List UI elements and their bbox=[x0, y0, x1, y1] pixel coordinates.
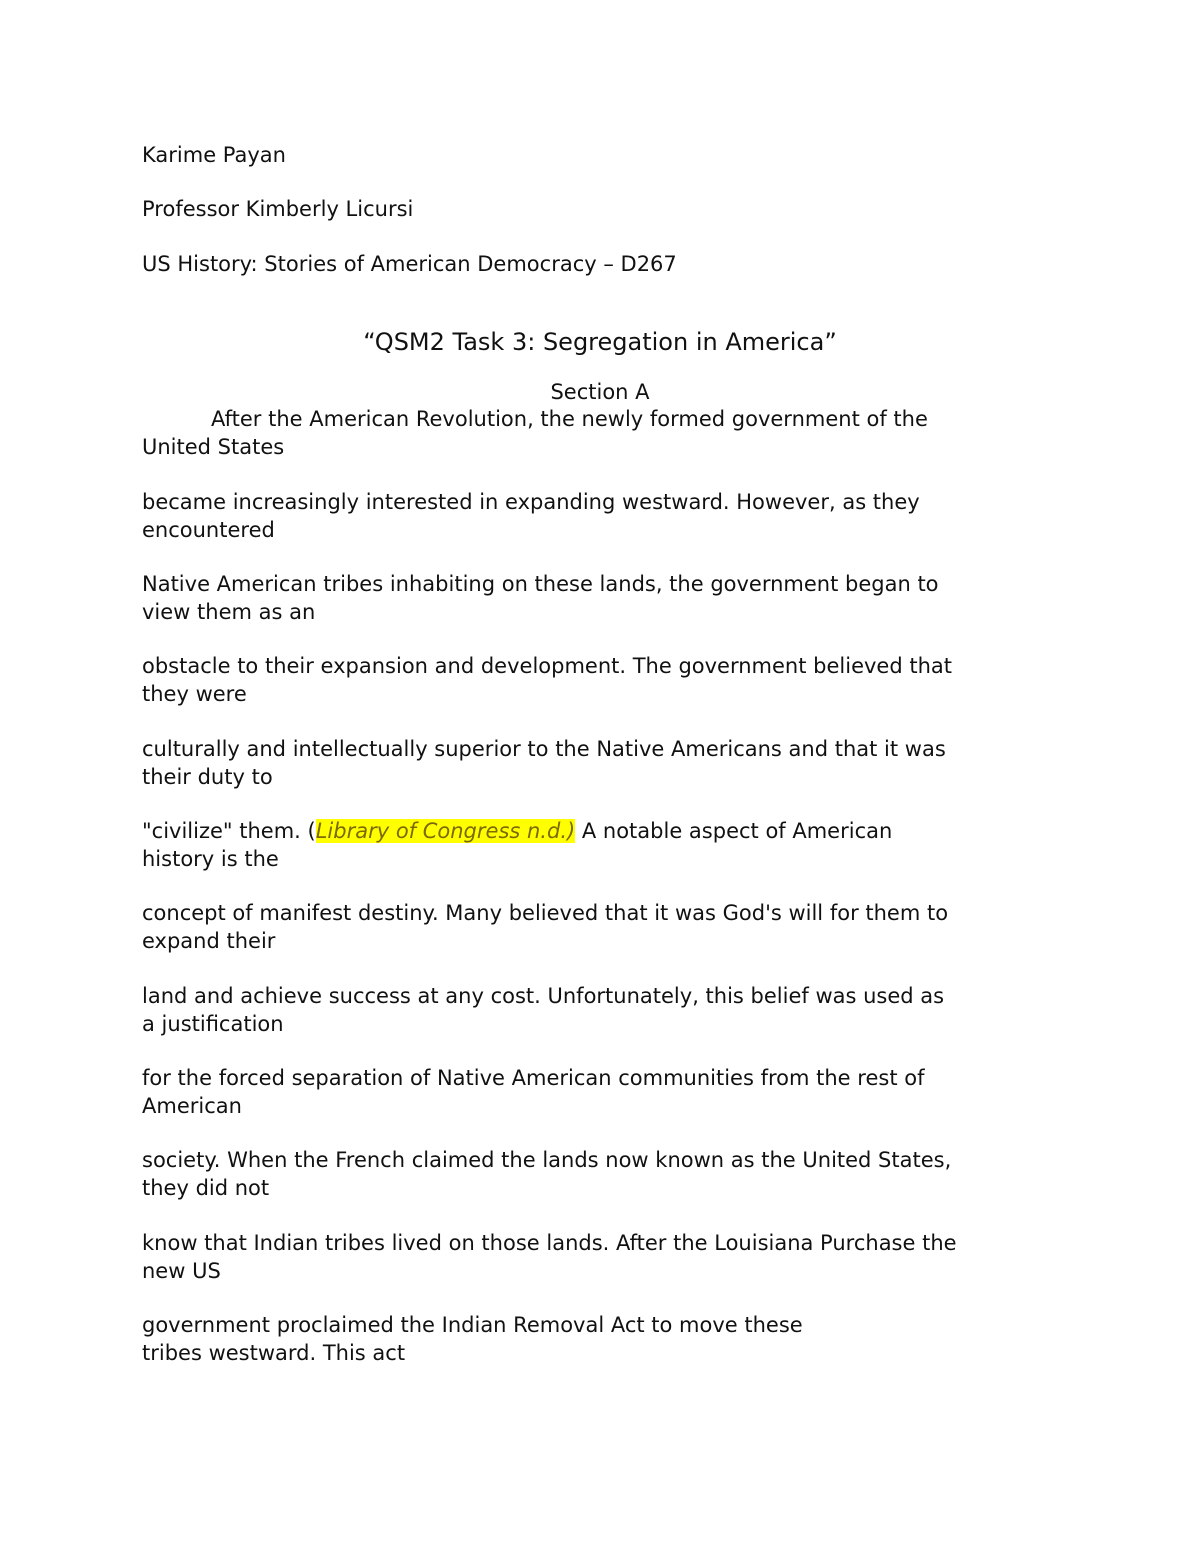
body-paragraph: Native American tribes inhabiting on these lands, the government began to view them as an bbox=[142, 572, 939, 624]
body-paragraph: land and achieve success at any cost. Unfortunately, this belief was used as a justification bbox=[142, 984, 945, 1036]
citation-before-text: "civilize" them. ( bbox=[142, 819, 316, 843]
body-paragraph: became increasingly interested in expanding westward. However, as they encountered bbox=[142, 490, 920, 542]
body-paragraph: for the forced separation of Native American communities from the rest of American bbox=[142, 1066, 925, 1118]
section-heading: Section A bbox=[550, 380, 650, 404]
body-paragraph-with-citation bbox=[142, 818, 1062, 873]
professor-name: Professor Kimberly Licursi bbox=[142, 197, 414, 221]
body-paragraph: society. When the French claimed the lands now known as the United States, they did not bbox=[142, 1148, 952, 1200]
body-paragraph: culturally and intellectually superior to the Native Americans and that it was their duty to bbox=[142, 737, 946, 789]
body-paragraph: concept of manifest destiny. Many believed that it was God's will for them to expand their bbox=[142, 901, 949, 953]
highlighted-citation: Library of Congress n.d.) bbox=[315, 819, 576, 843]
body-paragraph: obstacle to their expansion and development. The government believed that they were bbox=[142, 654, 952, 706]
course-name: US History: Stories of American Democracy – D267 bbox=[142, 252, 677, 276]
document-title: “QSM2 Task 3: Segregation in America” bbox=[363, 328, 837, 356]
body-paragraph: After the American Revolution, the newly formed government of the United States bbox=[142, 407, 928, 459]
body-paragraph: government proclaimed the Indian Removal Act to move these tribes westward. This act bbox=[142, 1313, 803, 1365]
author-name: Karime Payan bbox=[142, 143, 286, 167]
citation-after-text: A notable aspect of American history is the bbox=[142, 819, 893, 871]
body-paragraph: know that Indian tribes lived on those lands. After the Louisiana Purchase the new US bbox=[142, 1231, 957, 1283]
